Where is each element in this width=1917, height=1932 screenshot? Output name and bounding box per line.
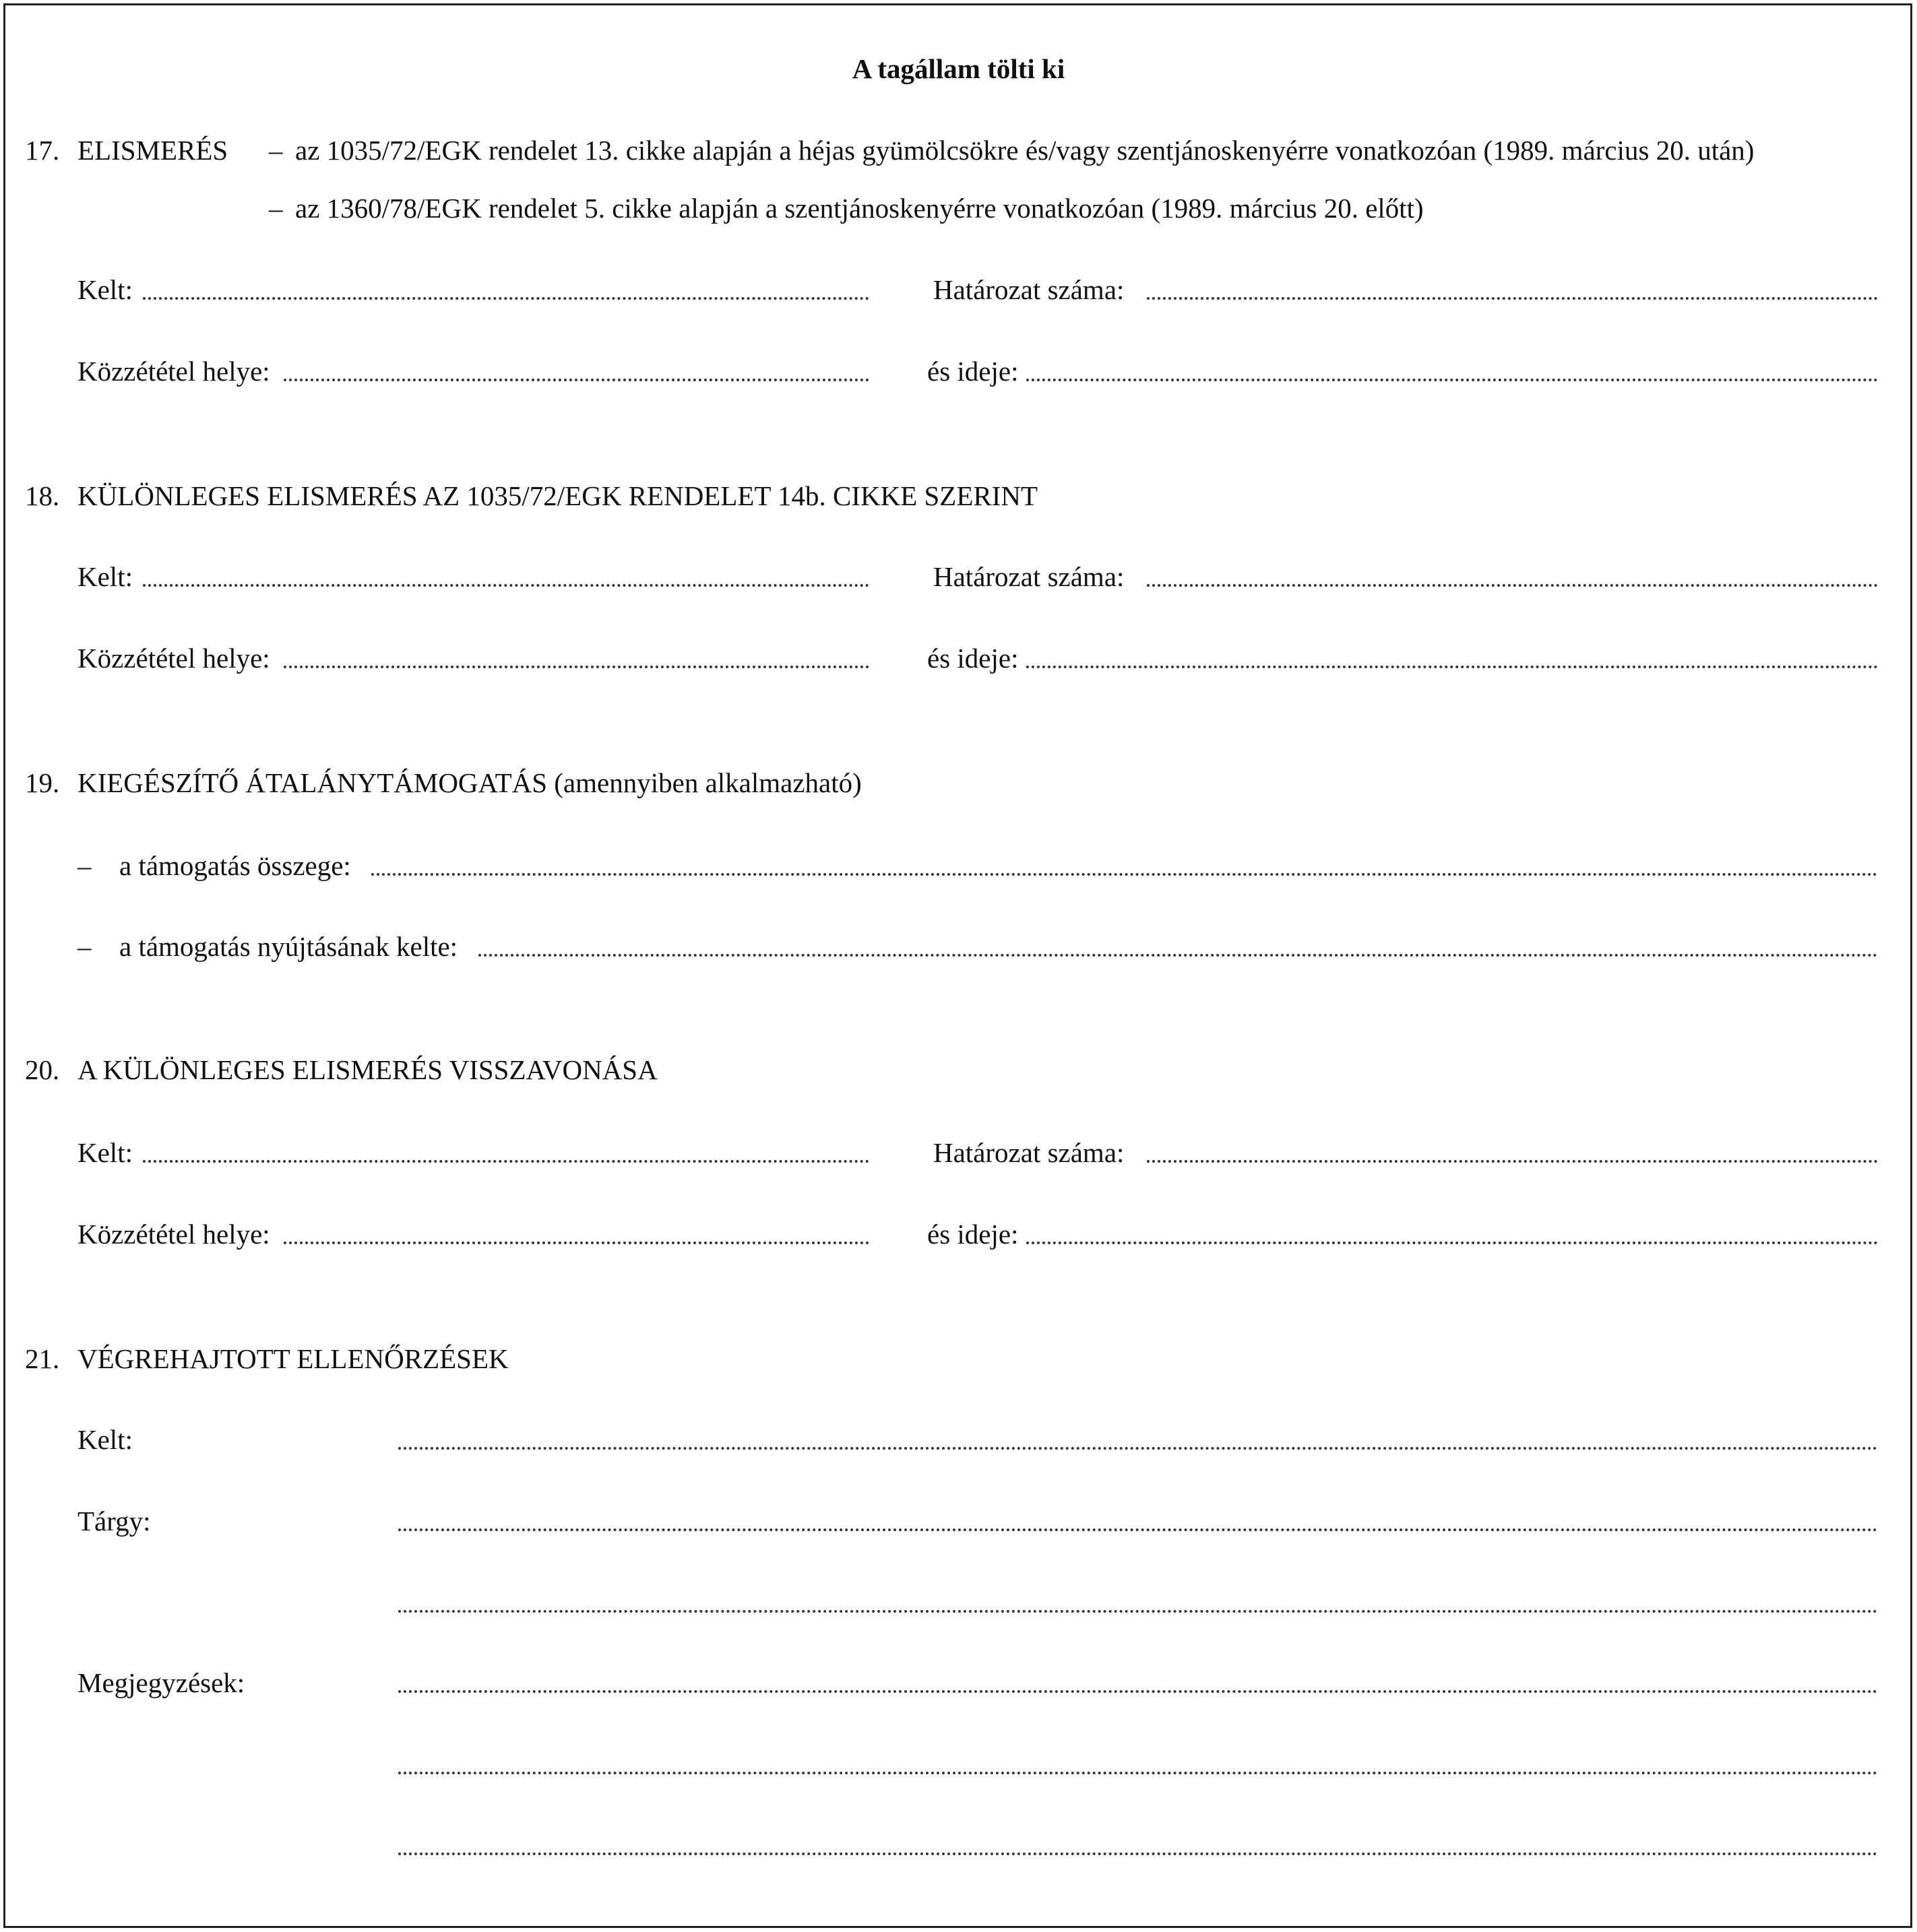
bullet-dash: – (77, 931, 92, 962)
section-20-heading: A KÜLÖNLEGES ELISMERÉS VISSZAVONÁSA (77, 1054, 658, 1085)
kozzetetel-label: Közzététel helye: (77, 643, 270, 674)
kozzetetel-field-20[interactable] (284, 1242, 869, 1244)
section-19-heading: KIEGÉSZÍTŐ ÁTALÁNYTÁMOGATÁS (amennyiben alkalmazható) (77, 767, 862, 798)
kelt-label: Kelt: (77, 1424, 133, 1455)
kozzetetel-label: Közzététel helye: (77, 356, 270, 387)
bullet-dash: – (269, 135, 283, 166)
kelt-field-18[interactable] (143, 584, 869, 587)
section-17-heading: ELISMERÉS (77, 135, 228, 166)
form-title: A tagállam tölti ki (852, 53, 1065, 84)
bullet-dash: – (269, 193, 283, 224)
hatarozat-label: Határozat száma: (933, 274, 1125, 305)
hatarozat-field-17[interactable] (1147, 297, 1878, 300)
targy-field-line-2[interactable] (398, 1610, 1878, 1613)
megjegyzesek-label: Megjegyzések: (77, 1667, 245, 1698)
ideje-field-20[interactable] (1026, 1242, 1878, 1244)
section-17-number: 17. (25, 135, 60, 166)
bullet-dash: – (77, 850, 92, 881)
kelt-field-21[interactable] (398, 1447, 1878, 1450)
kelt-field-20[interactable] (143, 1160, 869, 1163)
ideje-label: és ideje: (927, 643, 1019, 674)
section-17-item-2: az 1360/78/EGK rendelet 5. cikke alapján a szentjánoskenyérre vonatkozóan (1989. március 20. előtt) (295, 193, 1424, 224)
ideje-label: és ideje: (927, 1219, 1019, 1250)
kelt-field-17[interactable] (143, 297, 869, 300)
megjegyzesek-field-line-3[interactable] (398, 1853, 1878, 1855)
ideje-field-18[interactable] (1026, 666, 1878, 668)
section-20-number: 20. (25, 1054, 60, 1085)
date-label: a támogatás nyújtásának kelte: (119, 931, 458, 962)
section-19-number: 19. (25, 767, 60, 798)
ideje-label: és ideje: (927, 356, 1019, 387)
section-21-heading: VÉGREHAJTOTT ELLENŐRZÉSEK (77, 1343, 509, 1374)
section-21-number: 21. (25, 1343, 60, 1374)
amount-field[interactable] (371, 873, 1878, 876)
megjegyzesek-field-line-2[interactable] (398, 1772, 1878, 1774)
hatarozat-field-20[interactable] (1147, 1160, 1878, 1163)
targy-label: Tárgy: (77, 1506, 151, 1537)
kozzetetel-field-17[interactable] (284, 379, 869, 381)
targy-field-line-1[interactable] (398, 1528, 1878, 1531)
megjegyzesek-field-line-1[interactable] (398, 1690, 1878, 1693)
hatarozat-label: Határozat száma: (933, 1137, 1125, 1168)
kelt-label: Kelt: (77, 274, 133, 305)
ideje-field-17[interactable] (1026, 379, 1878, 381)
hatarozat-field-18[interactable] (1147, 584, 1878, 587)
kelt-label: Kelt: (77, 561, 133, 592)
section-17-item-1: az 1035/72/EGK rendelet 13. cikke alapján a héjas gyümölcsökre és/vagy szentjánoskenyérre vonatkozóan (1989. március 20. után) (295, 135, 1755, 166)
kozzetetel-field-18[interactable] (284, 666, 869, 668)
hatarozat-label: Határozat száma: (933, 561, 1125, 592)
date-field[interactable] (478, 954, 1878, 957)
kelt-label: Kelt: (77, 1137, 133, 1168)
amount-label: a támogatás összege: (119, 850, 351, 881)
section-18-heading: KÜLÖNLEGES ELISMERÉS AZ 1035/72/EGK RENDELET 14b. CIKKE SZERINT (77, 480, 1038, 511)
kozzetetel-label: Közzététel helye: (77, 1219, 270, 1250)
section-18-number: 18. (25, 480, 60, 511)
